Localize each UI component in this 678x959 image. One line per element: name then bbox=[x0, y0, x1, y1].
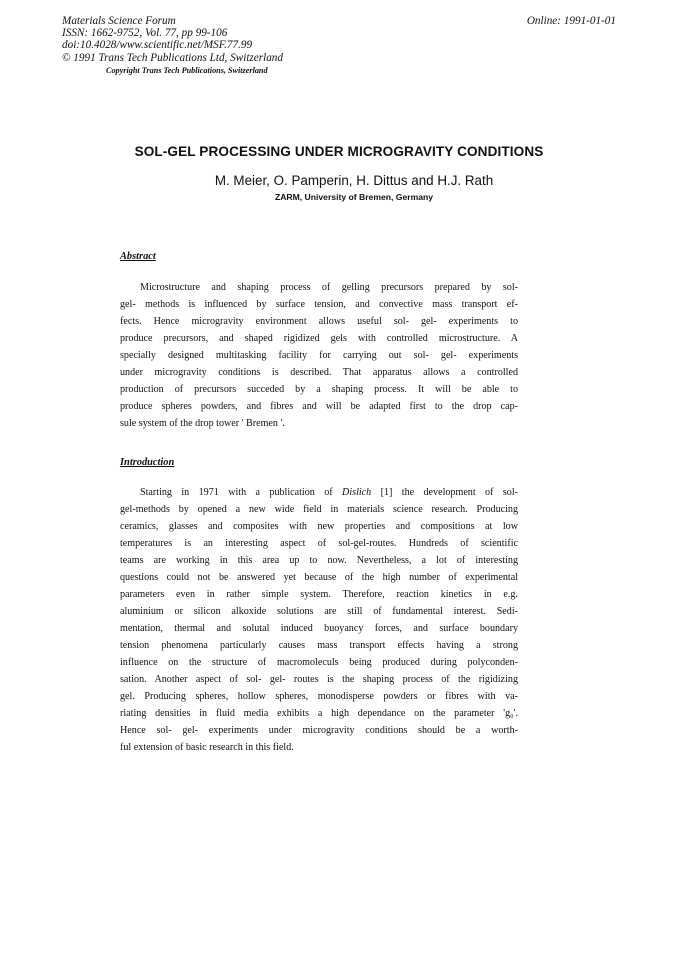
abstract-line: Microstructure and shaping process of gelling precursors prepared by sol- bbox=[140, 282, 518, 293]
doi-line: doi:10.4028/www.scientific.net/MSF.77.99 bbox=[62, 39, 253, 52]
rights-line: © 1991 Trans Tech Publications Ltd, Switzerland bbox=[62, 51, 283, 64]
introduction-line: gel. Producing spheres, hollow spheres, monodisperse powders or fibres with va- bbox=[120, 691, 518, 702]
introduction-line: sation. Another aspect of sol- gel- routes is the shaping process of the rigidizing bbox=[120, 674, 518, 685]
introduction-line: parameters even in rather simple system. Therefore, reaction kinetics in e.g. bbox=[120, 589, 518, 600]
intro-text: Starting in 1971 with a publication of bbox=[140, 487, 343, 498]
introduction-line: gel-methods by opened a new wide field in materials science research. Producing bbox=[120, 504, 518, 515]
introduction-line: ceramics, glasses and composites with new properties and compositions at low bbox=[120, 521, 518, 532]
introduction-heading: Introduction bbox=[120, 457, 175, 468]
paper-title: SOL-GEL PROCESSING UNDER MICROGRAVITY CONDITIONS bbox=[134, 144, 544, 159]
introduction-line: ful extension of basic research in this field. bbox=[120, 742, 294, 753]
intro-text: [1] the development of sol- bbox=[371, 487, 518, 498]
introduction-line: tension phenomena particularly causes mass transport effects having a strong bbox=[120, 640, 518, 651]
cited-author: Dislich bbox=[342, 487, 372, 498]
introduction-body bbox=[120, 484, 518, 756]
introduction-line: Hence sol- gel- experiments under microgravity conditions should be a worth- bbox=[120, 725, 518, 736]
abstract-line: specially designed multitasking facility for carrying out sol- gel- experiments bbox=[120, 350, 518, 361]
abstract-line: under microgravity conditions is described. That apparatus allows a controlled bbox=[120, 367, 518, 378]
online-date: Online: 1991-01-01 bbox=[526, 15, 616, 27]
paper-affiliation: ZARM, University of Bremen, Germany bbox=[274, 192, 434, 202]
introduction-line: influence on the structure of macromoleculs being produced during polyconden- bbox=[120, 657, 518, 668]
publication-metadata bbox=[62, 15, 283, 64]
abstract-line: produce precursors, and shaped rigidized gels with controlled microstructure. A bbox=[120, 333, 518, 344]
issn-line: ISSN: 1662-9752, Vol. 77, pp 99-106 bbox=[62, 27, 228, 40]
abstract-heading: Abstract bbox=[120, 251, 156, 262]
introduction-line bbox=[120, 484, 518, 501]
introduction-line: temperatures is an interesting aspect of sol-gel-routes. Hundreds of scientific bbox=[120, 538, 518, 549]
introduction-line: teams are working in this area up to now. Nevertheless, a lot of interesting bbox=[120, 555, 518, 566]
abstract-body bbox=[120, 279, 518, 432]
introduction-line: questions could not be answered yet because of the high number of experimental bbox=[120, 572, 518, 583]
journal-name: Materials Science Forum bbox=[62, 15, 176, 27]
abstract-line: gel- methods is influenced by surface tension, and convective mass transport ef- bbox=[120, 299, 518, 310]
paper-authors: M. Meier, O. Pamperin, H. Dittus and H.J. Rath bbox=[214, 173, 494, 188]
abstract-line: production of precursors succeded by a shaping process. It will be able to bbox=[120, 384, 518, 395]
abstract-line: sule system of the drop tower ' Bremen '. bbox=[120, 418, 285, 429]
abstract-line: produce spheres powders, and fibres and will be adapted first to the drop cap- bbox=[120, 401, 518, 412]
introduction-line: mentation, thermal and solutal induced buoyancy forces, and surface boundary bbox=[120, 623, 518, 634]
introduction-line: aluminium or silicon alkoxide solutions are still of fundamental interest. Sedi- bbox=[120, 606, 518, 617]
abstract-line: fects. Hence microgravity environment allows useful sol- gel- experiments to bbox=[120, 316, 518, 327]
copyright-notice: Copyright Trans Tech Publications, Switzerland bbox=[106, 66, 268, 75]
introduction-line: riating densities in fluid media exhibits a high dependance on the parameter 'g₀'. bbox=[120, 708, 518, 719]
